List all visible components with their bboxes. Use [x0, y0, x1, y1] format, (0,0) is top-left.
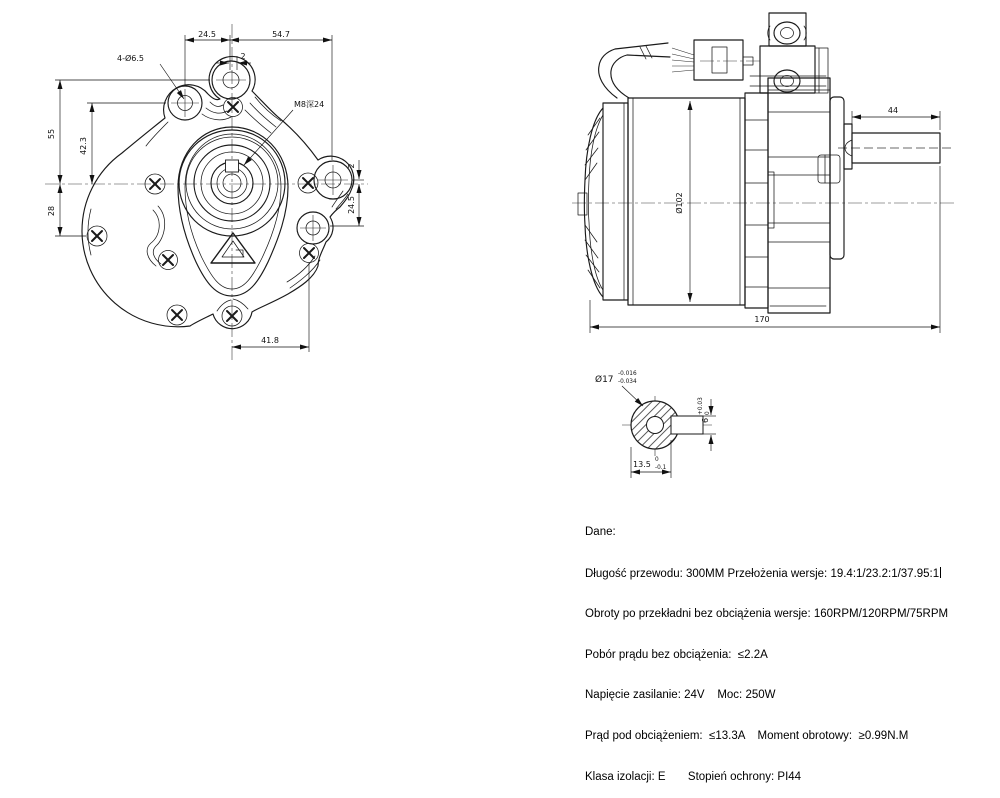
- dim-top-width-b: 54.7: [272, 30, 290, 39]
- spec-line-output-speeds: [585, 608, 948, 622]
- dim-shaft-diameter: Ø17: [595, 375, 614, 385]
- power-cable: [599, 43, 694, 98]
- gearbox-side-section: [745, 78, 852, 313]
- side-view-dimensions: [590, 101, 940, 333]
- spec-line-text: Napięcie zasilanie: 24V Moc: 250W: [585, 689, 776, 702]
- screw-head: [298, 173, 318, 193]
- spec-title-text: Dane:: [585, 526, 616, 539]
- spec-line-text: Długość przewodu: 300MM Przełożenia wersje: 19.4:1/23.2:1/37.95:1: [585, 567, 940, 580]
- dim-right-spacing: 24.5: [347, 196, 356, 214]
- dim-left-height-b: 42.3: [79, 137, 88, 155]
- dim-body-diameter: Ø102: [675, 192, 684, 214]
- brand-logo-icon: [211, 233, 255, 263]
- spec-line-noload-current: [585, 649, 948, 663]
- label-thread-depth: M8深24: [294, 100, 325, 109]
- mounting-bracket: [750, 13, 828, 93]
- screw-heads: [87, 98, 319, 327]
- motor-side-view: [572, 13, 955, 333]
- dim-flat-tol-lower: -0.1: [655, 465, 667, 471]
- dim-left-height-c: 28: [47, 205, 56, 217]
- spec-line-load-current-torque: [585, 730, 948, 744]
- dim-shaft-dia-tol-upper: -0.016: [618, 371, 637, 377]
- dim-key-width: 6: [701, 417, 710, 423]
- connector-plug: [694, 40, 760, 80]
- front-view-dimensions: [47, 30, 364, 352]
- label-mounting-holes: 4-Ø6.5: [117, 54, 144, 63]
- spec-line-text: Pobór prądu bez obciążenia: ≤2.2A: [585, 648, 768, 661]
- text-cursor: [940, 567, 941, 578]
- dim-top-offset: 2: [240, 52, 246, 61]
- dim-right-offset: 2: [347, 163, 356, 169]
- dim-bottom-width: 41.8: [261, 336, 279, 345]
- screw-head: [300, 244, 319, 263]
- screw-head: [159, 251, 178, 270]
- spec-title: [585, 526, 948, 540]
- dim-key-tol-lower: 0: [705, 411, 711, 415]
- dim-shaft-dia-tol-lower: -0.034: [618, 379, 637, 385]
- gearbox-front-view: [45, 24, 368, 360]
- dim-key-tol-upper: +0.03: [698, 397, 704, 415]
- spec-line-text: Klasa izolacji: E Stopień ochrony: PI44: [585, 770, 802, 783]
- spec-line-voltage-power: [585, 689, 948, 703]
- spec-line-cable-ratios: [585, 567, 948, 581]
- dim-flat-tol-upper: 0: [655, 457, 659, 463]
- screw-head: [87, 226, 107, 246]
- spec-block: [585, 499, 948, 798]
- rear-end-cap: [578, 103, 628, 300]
- spec-line-text: Obroty po przekładni bez obciążenia wersje: 160RPM/120RPM/75RPM: [585, 607, 949, 620]
- spec-line-insulation-protection: [585, 771, 948, 785]
- dim-flat-width: 13.5: [633, 460, 651, 469]
- dim-top-width-a: 24.5: [198, 30, 216, 39]
- dim-left-height-a: 55: [47, 128, 56, 140]
- motor-body: [628, 98, 745, 305]
- screw-head: [224, 98, 243, 117]
- dim-total-length: 170: [754, 315, 770, 324]
- dim-shaft-length: 44: [887, 106, 899, 115]
- shaft-section-detail: [595, 371, 716, 478]
- screw-head: [167, 305, 187, 325]
- spec-line-text: Prąd pod obciążeniem: ≤13.3A Moment obrotowy: ≥0.99N.M: [585, 730, 909, 743]
